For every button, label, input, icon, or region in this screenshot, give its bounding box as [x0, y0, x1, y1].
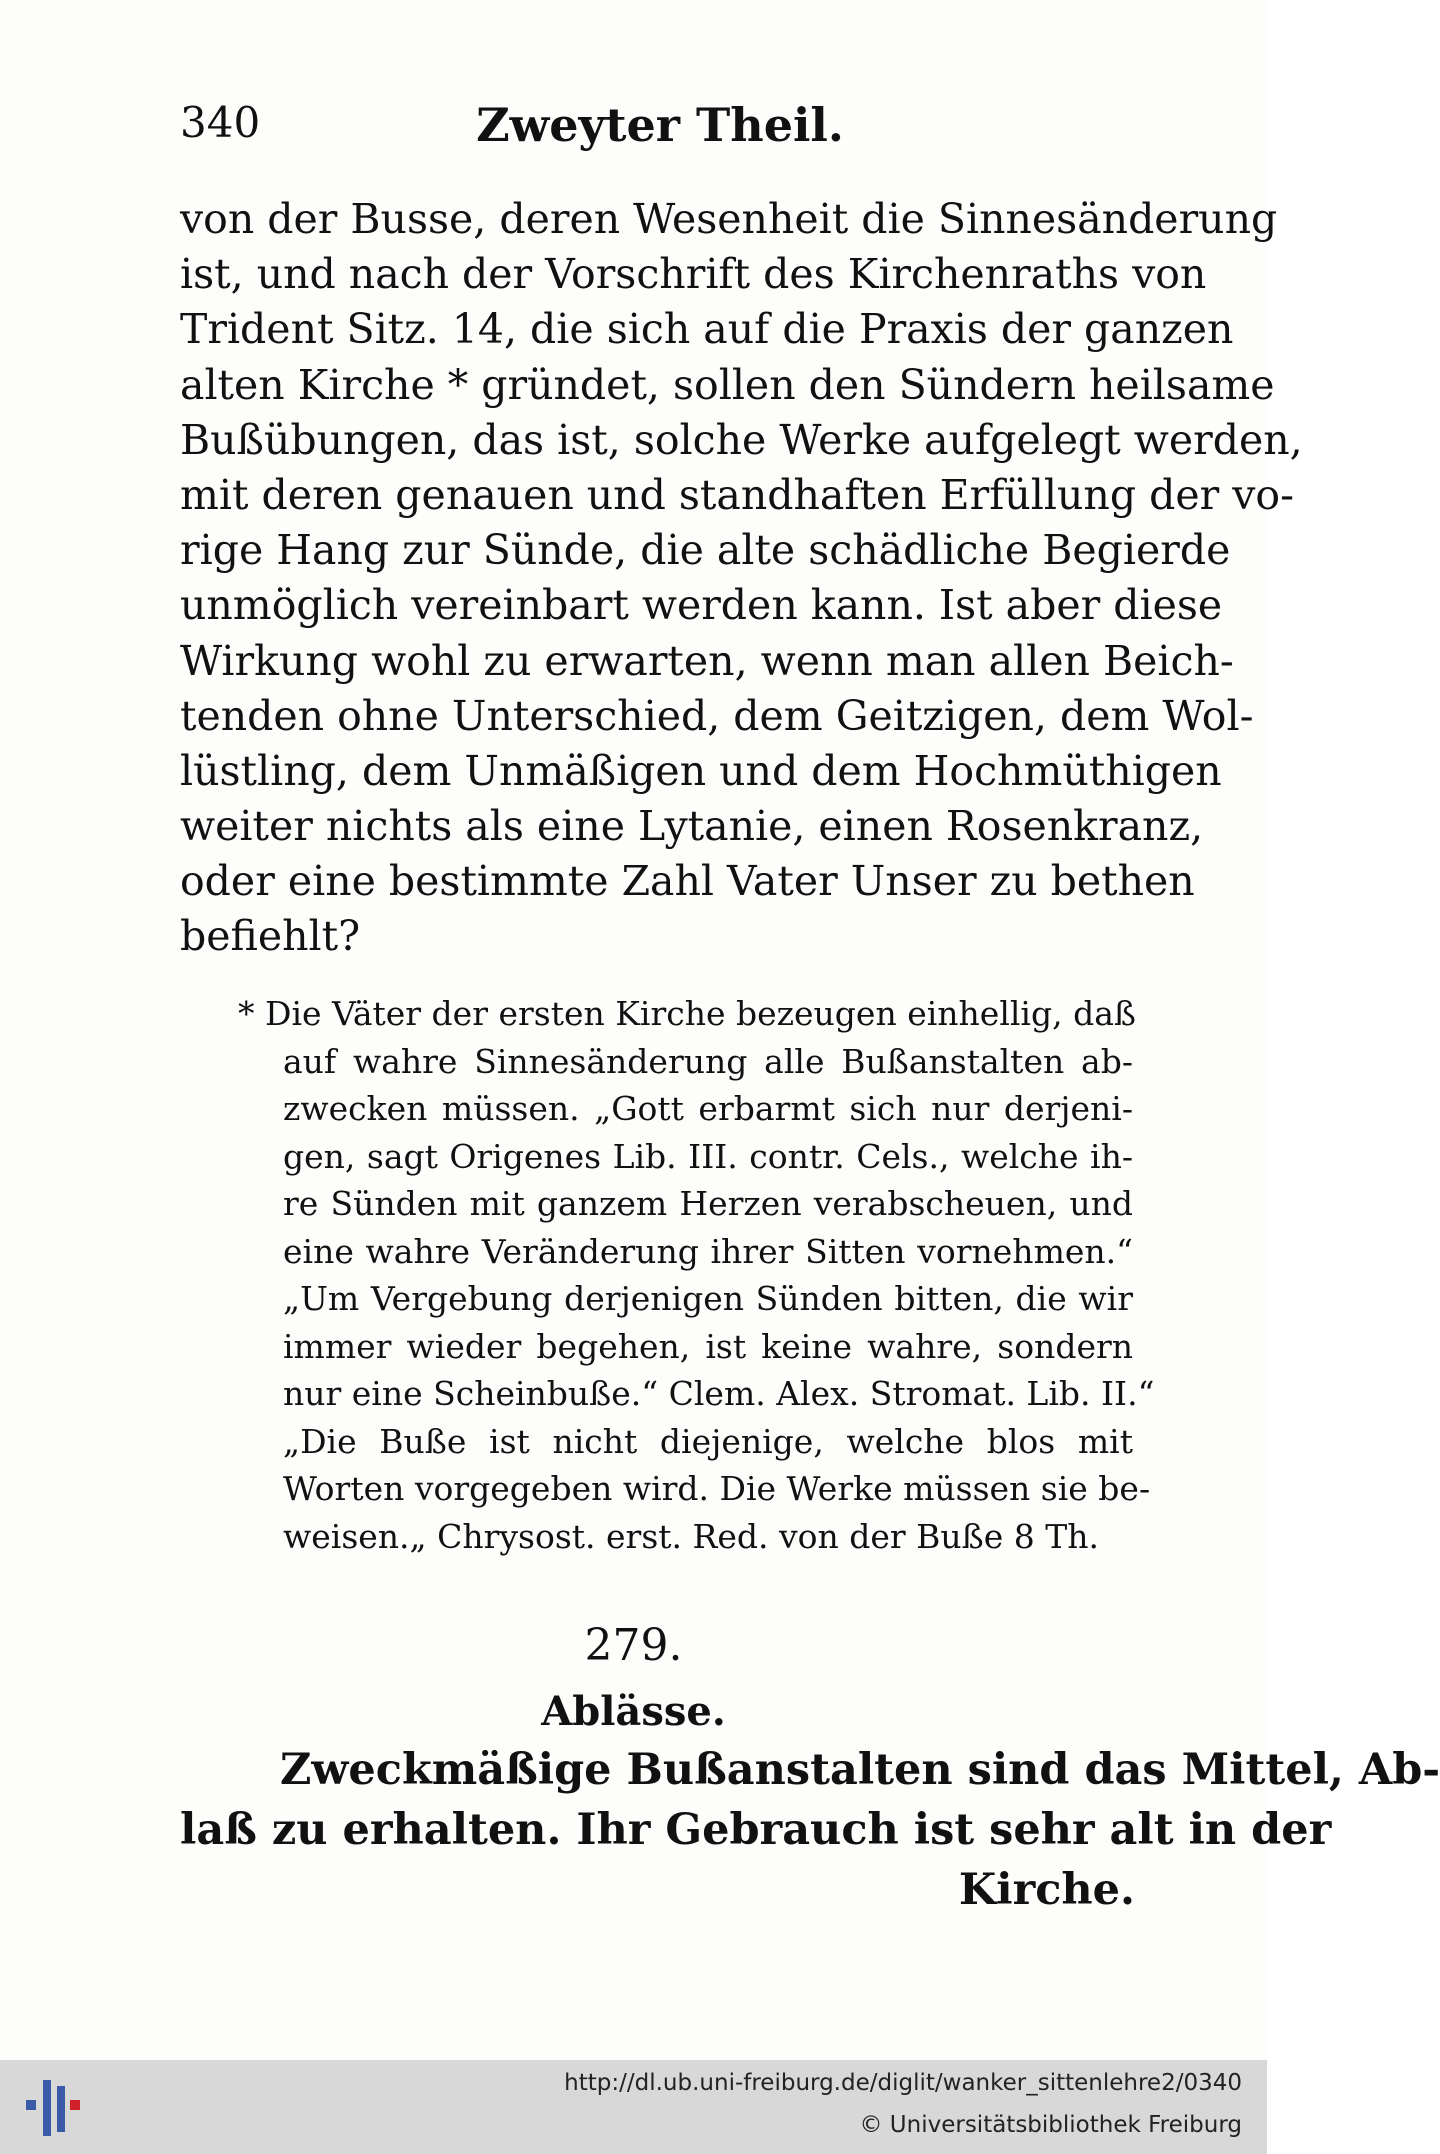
text-line: laß zu erhalten. Ihr Gebrauch ist sehr alt in der — [180, 1805, 1332, 1855]
text-line: Zweckmäßige Bußanstalten sind das Mittel, Ab- — [280, 1745, 1440, 1795]
running-head: Zweyter Theil. — [476, 98, 844, 152]
text-line: befiehlt? — [180, 912, 361, 961]
footnote-line: Worten vorgegeben wird. Die Werke müssen sie be- — [283, 1469, 1151, 1508]
section-paragraph — [180, 1740, 1440, 1920]
text-line: Trident Sitz. 14, die sich auf die Praxis der ganzen — [180, 305, 1234, 354]
text-line: oder eine bestimmte Zahl Vater Unser zu bethen — [180, 857, 1195, 906]
footnote-line: eine wahre Veränderung ihrer Sitten vornehmen.“ — [283, 1231, 1133, 1271]
text-line: Wirkung wohl zu erwarten, wenn man allen Beich- — [180, 636, 1234, 685]
footnote-line: weisen.„ Chrysost. erst. Red. von der Buße 8 Th. — [283, 1516, 1099, 1556]
footnote-line: „Um Vergebung derjenigen Sünden bitten, die wir — [283, 1279, 1133, 1318]
section-title: Ablässe. — [541, 1688, 726, 1735]
footnote-line: zwecken müssen. „Gott erbarmt sich nur derjeni- — [283, 1089, 1133, 1128]
viewer-footer — [0, 2060, 1267, 2154]
footnote-line: re Sünden mit ganzem Herzen verabscheuen, und — [283, 1184, 1133, 1223]
text-line: tenden ohne Unterschied, dem Geitzigen, dem Wol- — [180, 691, 1254, 740]
section-number: 279. — [584, 1620, 683, 1671]
text-line: rige Hang zur Sünde, die alte schädliche Begierde — [180, 526, 1231, 575]
copyright-notice: © Universitätsbibliothek Freiburg — [859, 2112, 1242, 2138]
page-header — [180, 98, 1140, 158]
text-line: ist, und nach der Vorschrift des Kirchenraths von — [180, 250, 1207, 299]
library-logo-icon — [26, 2074, 82, 2140]
text-line: Bußübungen, das ist, solche Werke aufgelegt werden, — [180, 415, 1303, 464]
footnote-line: immer wieder begehen, ist keine wahre, sondern — [283, 1326, 1133, 1366]
text-line: Kirche. — [958, 1865, 1135, 1915]
page-number: 340 — [180, 98, 261, 147]
text-line: unmöglich vereinbart werden kann. Ist aber diese — [180, 581, 1223, 630]
main-paragraph — [180, 192, 1303, 965]
text-line: lüstling, dem Unmäßigen und dem Hochmüthigen — [180, 746, 1222, 795]
text-line: weiter nichts als eine Lytanie, einen Rosenkranz, — [180, 802, 1204, 851]
text-line: von der Busse, deren Wesenheit die Sinnesänderung — [180, 195, 1278, 243]
footnote-line: gen, sagt Origenes Lib. III. contr. Cels., welche ih- — [283, 1136, 1133, 1176]
footnote-line: „Die Buße ist nicht diejenige, welche blos mit — [283, 1421, 1133, 1461]
source-url[interactable]: http://dl.ub.uni-freiburg.de/diglit/wanker_sittenlehre2/0340 — [564, 2070, 1242, 2096]
text-line: alten Kirche * gründet, sollen den Sündern heilsame — [180, 360, 1275, 409]
footnote-line: * Die Väter der ersten Kirche bezeugen einhellig, daß — [238, 994, 1136, 1033]
footnote — [238, 990, 1155, 1560]
text-line: mit deren genauen und standhaften Erfüllung der vo- — [180, 470, 1294, 519]
footnote-line: auf wahre Sinnesänderung alle Bußanstalten ab- — [283, 1041, 1133, 1081]
footnote-line: nur eine Scheinbuße.“ Clem. Alex. Stromat. Lib. II.“ — [283, 1374, 1155, 1413]
